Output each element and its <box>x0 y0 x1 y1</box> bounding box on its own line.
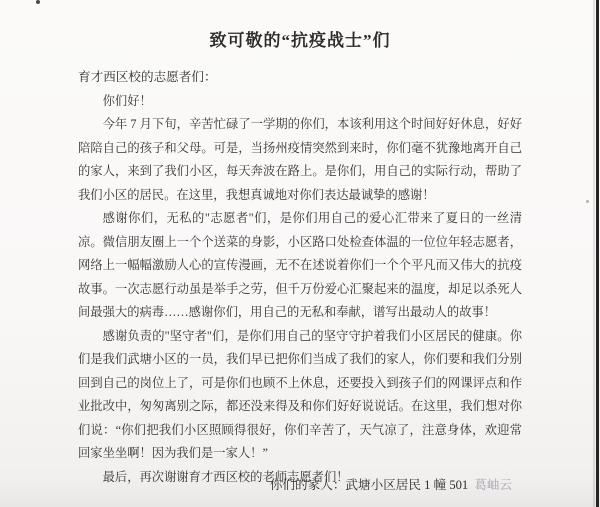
scan-speck <box>36 0 40 4</box>
letter-paragraph: 感谢负责的"坚守者"们，是你们用自己的坚守守护着我们小区居民的健康。你们是我们武塘小区的一员，我们早已把你们当成了我们的家人，你们要和我们分别回到自己的岗位上了，可是你们也顾不上休息，还要投入到孩子们的网课评点和作业批改中，匆匆离别之际，都还没来得及和你们好好说说话。在这里，我们想对你们说：“你们把我们小区照顾得很好，你们辛苦了，天气凉了，注意身体，欢迎常回家坐坐啊！因为我们是一家人！” <box>78 328 522 460</box>
letter-title: 致可敬的“抗疫战士”们 <box>209 31 391 50</box>
scan-edge-border <box>596 0 599 507</box>
scan-speck <box>586 200 589 203</box>
letter-paragraph: 最后，再次谢谢育才西区校的老师志愿者们！ <box>102 469 349 484</box>
signature-prefix: 你们的家人：武塘小区居民 1 幢 501 <box>269 478 469 492</box>
letter-paragraph: 今年 7 月下旬，辛苦忙碌了一学期的你们，本该利用这个时间好好休息，好好陪陪自己的孩子和父母。可是，当扬州疫情突然到来时，你们毫不犹豫地离开自己的家人，来到了我们小区，每天奔波在路上。是你们，用自己的实际行动，帮助了我们小区的居民。在这里，我想真诚地对你们表达最诚挚的感谢！ <box>78 117 522 202</box>
scan-edge-shadow <box>593 0 595 507</box>
letter-body <box>78 90 522 490</box>
letter-greeting: 你们好！ <box>102 93 152 108</box>
letter-signature <box>78 474 522 493</box>
letter-content <box>78 0 522 489</box>
signature-name: 葛岫云 <box>474 478 512 492</box>
letter-paragraph: 感谢你们，无私的"志愿者"们，是你们用自己的爱心汇带来了夏日的一丝清凉。微信朋友圈上一个个送菜的身影，小区路口处检查体温的一位位年轻志愿者，网络上一幅幅激励人心的宣传漫画，无不在述说着你们一个个平凡而又伟大的抗疫故事。一次志愿行动虽是举手之劳，但千万份爱心汇聚起来的温度，却足以杀死人间最强大的病毒……感谢你们，用自己的无私和奉献，谱写出最动人的故事！ <box>78 211 522 319</box>
letter-salutation: 育才西区校的志愿者们： <box>78 70 217 84</box>
